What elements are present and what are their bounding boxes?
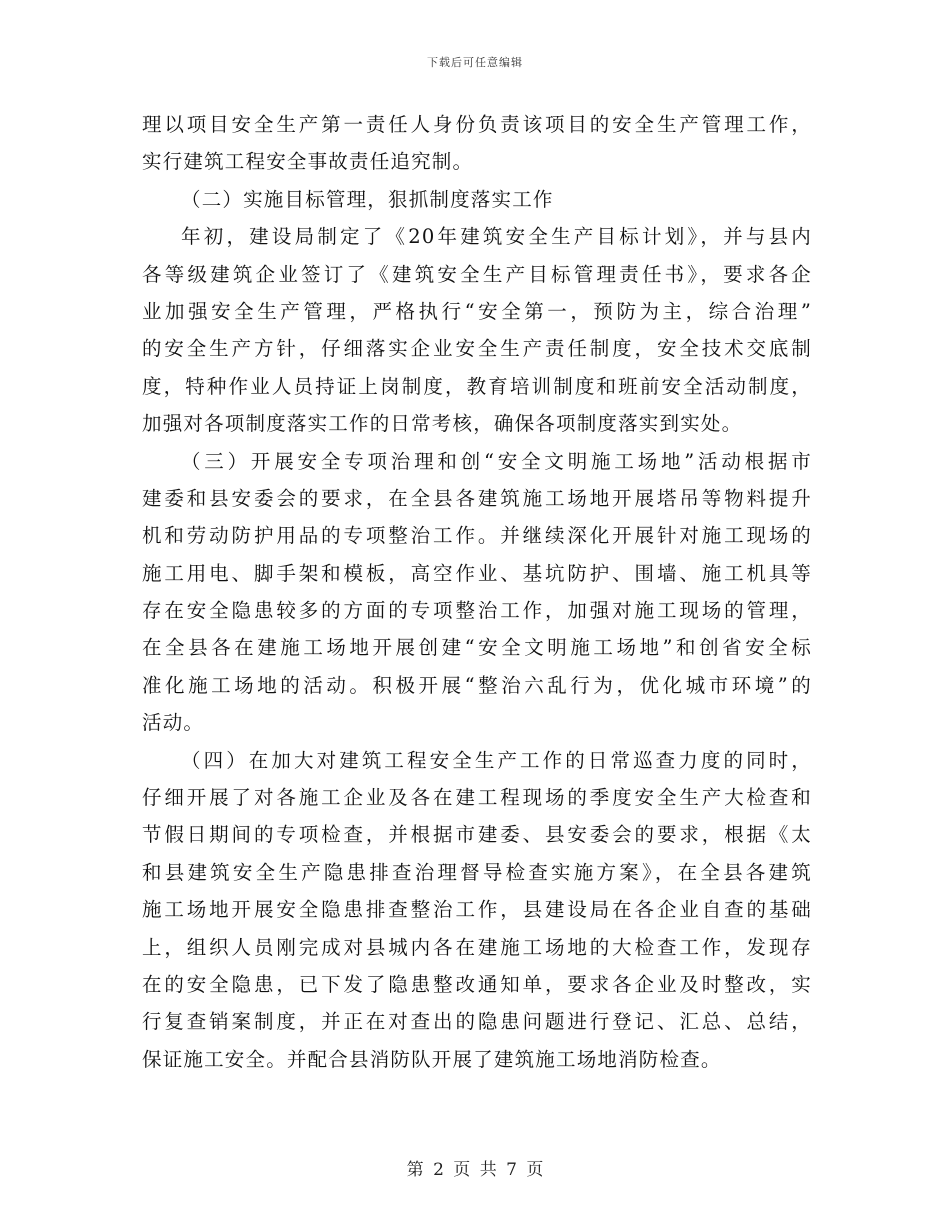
document-body	[142, 106, 812, 1078]
text-line: 建委和县安委会的要求，在全县各建筑施工场地开展塔吊等物料提升	[142, 486, 812, 510]
text-line: 节假日期间的专项检查，并根据市建委、县安委会的要求，根据《太	[142, 823, 812, 847]
text-line: 业加强安全生产管理，严格执行“安全第一，预防为主，综合治理”	[142, 299, 812, 323]
text-line: 机和劳动防护用品的专项整治工作。并继续深化开展针对施工现场的	[142, 524, 812, 548]
text-line: 施工用电、脚手架和模板，高空作业、基坑防护、围墙、施工机具等	[142, 561, 812, 585]
text-line: 活动。	[142, 711, 205, 735]
text-line: 的安全生产方针，仔细落实企业安全生产责任制度，安全技术交底制	[142, 337, 812, 361]
text-line: 在全县各在建施工场地开展创建“安全文明施工场地”和创省安全标	[142, 636, 812, 660]
text-line: 加强对各项制度落实工作的日常考核，确保各项制度落实到实处。	[142, 412, 743, 436]
text-line: （三）开展安全专项治理和创“安全文明施工场地”活动根据市	[181, 449, 812, 473]
page-header: 下载后可任意编辑	[427, 56, 523, 69]
text-line: 保证施工安全。并配合县消防队开展了建筑施工场地消防检查。	[142, 1047, 722, 1071]
text-line: 存在安全隐患较多的方面的专项整治工作，加强对施工现场的管理，	[142, 599, 812, 623]
text-line: 行复查销案制度，并正在对查出的隐患问题进行登记、汇总、总结，	[142, 1010, 812, 1034]
text-line: 年初，建设局制定了《20年建筑安全生产目标计划》，并与县内	[181, 225, 812, 249]
text-line: 上，组织人员刚完成对县城内各在建施工场地的大检查工作，发现存	[142, 935, 812, 959]
text-line: 各等级建筑企业签订了《建筑安全生产目标管理责任书》，要求各企	[142, 262, 812, 286]
page-footer: 第 2 页 共 7 页	[406, 1160, 544, 1180]
text-line: 准化施工场地的活动。积极开展“整治六乱行为，优化城市环境”的	[142, 673, 812, 697]
text-line: 度，特种作业人员持证上岗制度，教育培训制度和班前安全活动制度，	[142, 374, 812, 398]
text-line: （四）在加大对建筑工程安全生产工作的日常巡查力度的同时，	[181, 748, 812, 772]
text-line: 仔细开展了对各施工企业及各在建工程现场的季度安全生产大检查和	[142, 786, 812, 810]
text-line: 和县建筑安全生产隐患排查治理督导检查实施方案》，在全县各建筑	[142, 860, 812, 884]
text-line: （二）实施目标管理，狠抓制度落实工作	[181, 187, 554, 211]
text-line: 实行建筑工程安全事故责任追究制。	[142, 150, 474, 174]
text-line: 施工场地开展安全隐患排查整治工作，县建设局在各企业自查的基础	[142, 898, 812, 922]
text-line: 理以项目安全生产第一责任人身份负责该项目的安全生产管理工作，	[142, 113, 812, 136]
text-line: 在的安全隐患，已下发了隐患整改通知单，要求各企业及时整改，实	[142, 972, 812, 996]
